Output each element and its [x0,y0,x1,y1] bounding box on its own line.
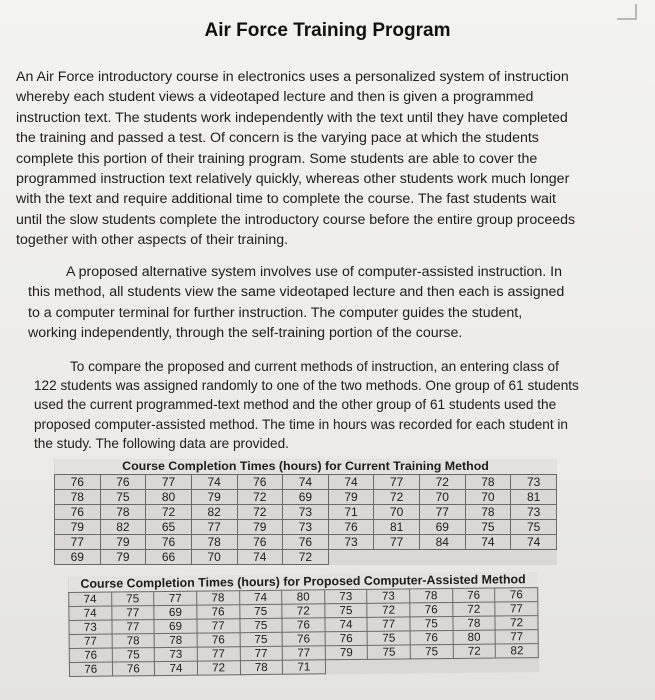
current-table-cell: 78 [191,535,237,550]
current-table-cell: 79 [191,490,237,505]
current-table-cell: 72 [283,550,329,565]
proposed-table-cell: 73 [367,589,410,603]
current-method-table [54,459,557,565]
proposed-table-cell: 82 [495,644,538,658]
current-table-cell: 75 [100,490,146,505]
current-table-cell: 72 [237,505,283,520]
proposed-table-cell [496,658,539,672]
current-table-cell [328,550,374,565]
proposed-table-cell: 77 [154,591,197,605]
current-table-cell: 78 [465,505,511,520]
current-table-cell: 82 [100,520,146,535]
proposed-table-cell: 69 [154,605,197,619]
current-table-cell [511,550,557,565]
current-table-cell: 76 [55,505,101,520]
proposed-table-cell: 76 [495,588,538,602]
current-table-cell: 76 [328,520,374,535]
proposed-table-cell: 75 [368,645,411,659]
proposed-table-cell: 76 [69,662,112,676]
proposed-table-cell: 76 [197,605,240,619]
current-table-cell: 73 [283,520,329,535]
proposed-table-cell: 74 [155,661,198,675]
current-table-cell: 81 [511,490,557,505]
paragraph-study-design: To compare the proposed and current methods of instruction, an entering class of 122 students was assigned randomly to one of the two methods. One group of 61 students used the current programmed-text method and the other group of 61 students used the proposed computer-assisted method. The time in hours was recorded for each student in the study. The following data are provided. [34,359,579,451]
proposed-table-cell: 77 [240,646,283,660]
proposed-table-cell: 78 [453,616,496,630]
current-table-cell: 69 [283,490,329,505]
current-table-cell: 79 [328,490,374,505]
proposed-table-cell: 76 [410,630,453,644]
proposed-table-cell: 76 [112,662,155,676]
current-table-cell: 73 [511,475,557,490]
proposed-table-cell [325,659,368,673]
proposed-table-cell: 75 [239,618,282,632]
current-table-cell: 74 [328,475,374,490]
current-table-cell: 73 [511,505,557,520]
current-table-cell: 79 [100,535,146,550]
current-table-cell: 79 [100,550,146,565]
proposed-table-cell: 76 [69,648,112,662]
current-table-cell: 77 [374,535,420,550]
proposed-table-cell: 77 [495,602,538,616]
proposed-table-cell: 76 [325,631,368,645]
proposed-table-cell: 72 [495,616,538,630]
proposed-table-cell: 77 [197,647,240,661]
current-table-cell: 74 [465,535,511,550]
current-table-cell: 77 [191,520,237,535]
current-table-cell: 73 [328,535,374,550]
current-table-cell: 70 [465,490,511,505]
proposed-table-cell: 75 [367,631,410,645]
document-title: Air Force Training Program [204,20,451,41]
current-table-cell [374,550,420,565]
current-table-cell: 75 [511,520,557,535]
current-table-cell: 76 [237,535,283,550]
proposed-table-cell: 76 [410,602,453,616]
current-table-cell: 65 [146,520,192,535]
current-table-cell: 75 [465,520,511,535]
current-table-cell [420,550,466,565]
current-table-cell: 77 [55,535,101,550]
proposed-table-cell: 74 [69,606,112,620]
current-table-cell: 78 [465,475,511,490]
proposed-table-cell: 76 [197,633,240,647]
proposed-table-cell: 78 [240,660,283,674]
proposed-table-cell: 76 [452,588,495,602]
proposed-table-cell: 75 [239,604,282,618]
current-table-cell: 76 [100,475,146,490]
current-table-cell: 79 [55,520,101,535]
current-table-cell: 78 [55,490,101,505]
current-table-row [55,490,557,505]
proposed-table-cell: 76 [282,632,325,646]
proposed-table-cell: 73 [324,589,367,603]
current-table-row [55,505,557,520]
proposed-table-cell: 71 [283,660,326,674]
current-table-cell: 69 [420,520,466,535]
current-table-cell: 72 [374,490,420,505]
current-table-cell: 78 [100,505,146,520]
current-table-cell: 74 [283,475,329,490]
current-table-cell: 84 [420,535,466,550]
proposed-table-cell: 77 [495,630,538,644]
proposed-table-cell: 78 [197,591,240,605]
proposed-table-cell: 72 [367,603,410,617]
proposed-table-cell: 75 [112,648,155,662]
current-table-cell: 70 [374,505,420,520]
proposed-table-cell [410,658,453,672]
current-table-cell: 76 [237,475,283,490]
proposed-table-cell: 74 [239,590,282,604]
paragraph-intro: An Air Force introductory course in electronics uses a personalized system of instruction whereby each student views a videotaped lecture and then is given a programmed instruction text. The students work independently with the text until they have completed the training and passed a test. Of concern is the varying pace at which the students complete this portion of their training program. Some students are able to cover the programmed instruction text relatively quickly, whereas other students work much longer with the text and require additional time to complete the course. The fast students wait until the slow students complete the introductory course before the entire group proceeds together with other aspects of their training. [16,69,576,249]
proposed-table-cell: 75 [111,592,154,606]
proposed-table-cell: 75 [410,644,453,658]
current-table-row [55,520,557,535]
current-table-cell: 76 [146,535,192,550]
proposed-method-table [68,572,539,677]
proposed-table-cell [368,659,411,673]
current-table-cell: 72 [237,490,283,505]
proposed-table-cell [453,658,496,672]
proposed-table-cell: 72 [452,602,495,616]
proposed-table-cell: 78 [112,634,155,648]
proposed-table-cell: 75 [410,616,453,630]
current-table-cell: 69 [55,550,101,565]
proposed-table-cell: 73 [154,647,197,661]
proposed-table-cell: 74 [325,617,368,631]
current-table-cell: 79 [237,520,283,535]
proposed-table-cell: 78 [410,588,453,602]
current-table-cell: 77 [146,475,192,490]
current-table-cell: 77 [420,505,466,520]
paragraph-proposed-system: A proposed alternative system involves use of computer-assisted instruction. In this method, all students view the same videotaped lecture and then each is assigned to a computer terminal for further instruction. The computer guides the student, working independently, through the self-training portion of the course. [28,264,565,342]
proposed-table-cell: 78 [154,633,197,647]
current-table-cell: 76 [55,475,101,490]
proposed-table-cell: 80 [453,630,496,644]
proposed-table-cell: 75 [325,603,368,617]
current-table-row [55,535,557,550]
current-table-cell: 74 [511,535,557,550]
proposed-table-cell: 72 [197,661,240,675]
proposed-table-cell: 75 [240,632,283,646]
proposed-table-cell: 72 [453,644,496,658]
current-table-cell: 76 [283,535,329,550]
current-table-cell: 66 [146,550,192,565]
proposed-table-cell: 80 [282,590,325,604]
current-table-caption: Course Completion Times (hours) for Current Training Method [55,459,557,475]
proposed-table-caption: Course Completion Times (hours) for Proposed Computer-Assisted Method [68,572,537,592]
current-table-row [55,550,557,565]
current-table-cell: 70 [420,490,466,505]
proposed-table-cell: 77 [112,620,155,634]
current-table-row [55,475,557,490]
proposed-table-cell: 77 [111,606,154,620]
page-corner-mark [617,4,637,20]
current-table-cell: 77 [374,475,420,490]
current-table-cell: 81 [374,520,420,535]
proposed-table-cell: 69 [154,619,197,633]
current-table-cell [465,550,511,565]
current-table-cell: 74 [237,550,283,565]
proposed-table-cell: 72 [282,604,325,618]
proposed-table-cell: 73 [69,620,112,634]
current-table-cell: 72 [146,505,192,520]
current-table-cell: 73 [283,505,329,520]
current-table-cell: 72 [420,475,466,490]
proposed-table-cell: 76 [282,618,325,632]
proposed-table-cell: 77 [69,634,112,648]
proposed-table-cell: 79 [325,645,368,659]
proposed-table-cell: 77 [282,646,325,660]
proposed-table-cell: 77 [367,617,410,631]
current-table-cell: 71 [328,505,374,520]
current-table-cell: 70 [191,550,237,565]
current-table-cell: 74 [191,475,237,490]
proposed-table-cell: 74 [69,592,112,606]
current-table-cell: 80 [146,490,192,505]
proposed-table-cell: 77 [197,619,240,633]
current-table-cell: 82 [191,505,237,520]
